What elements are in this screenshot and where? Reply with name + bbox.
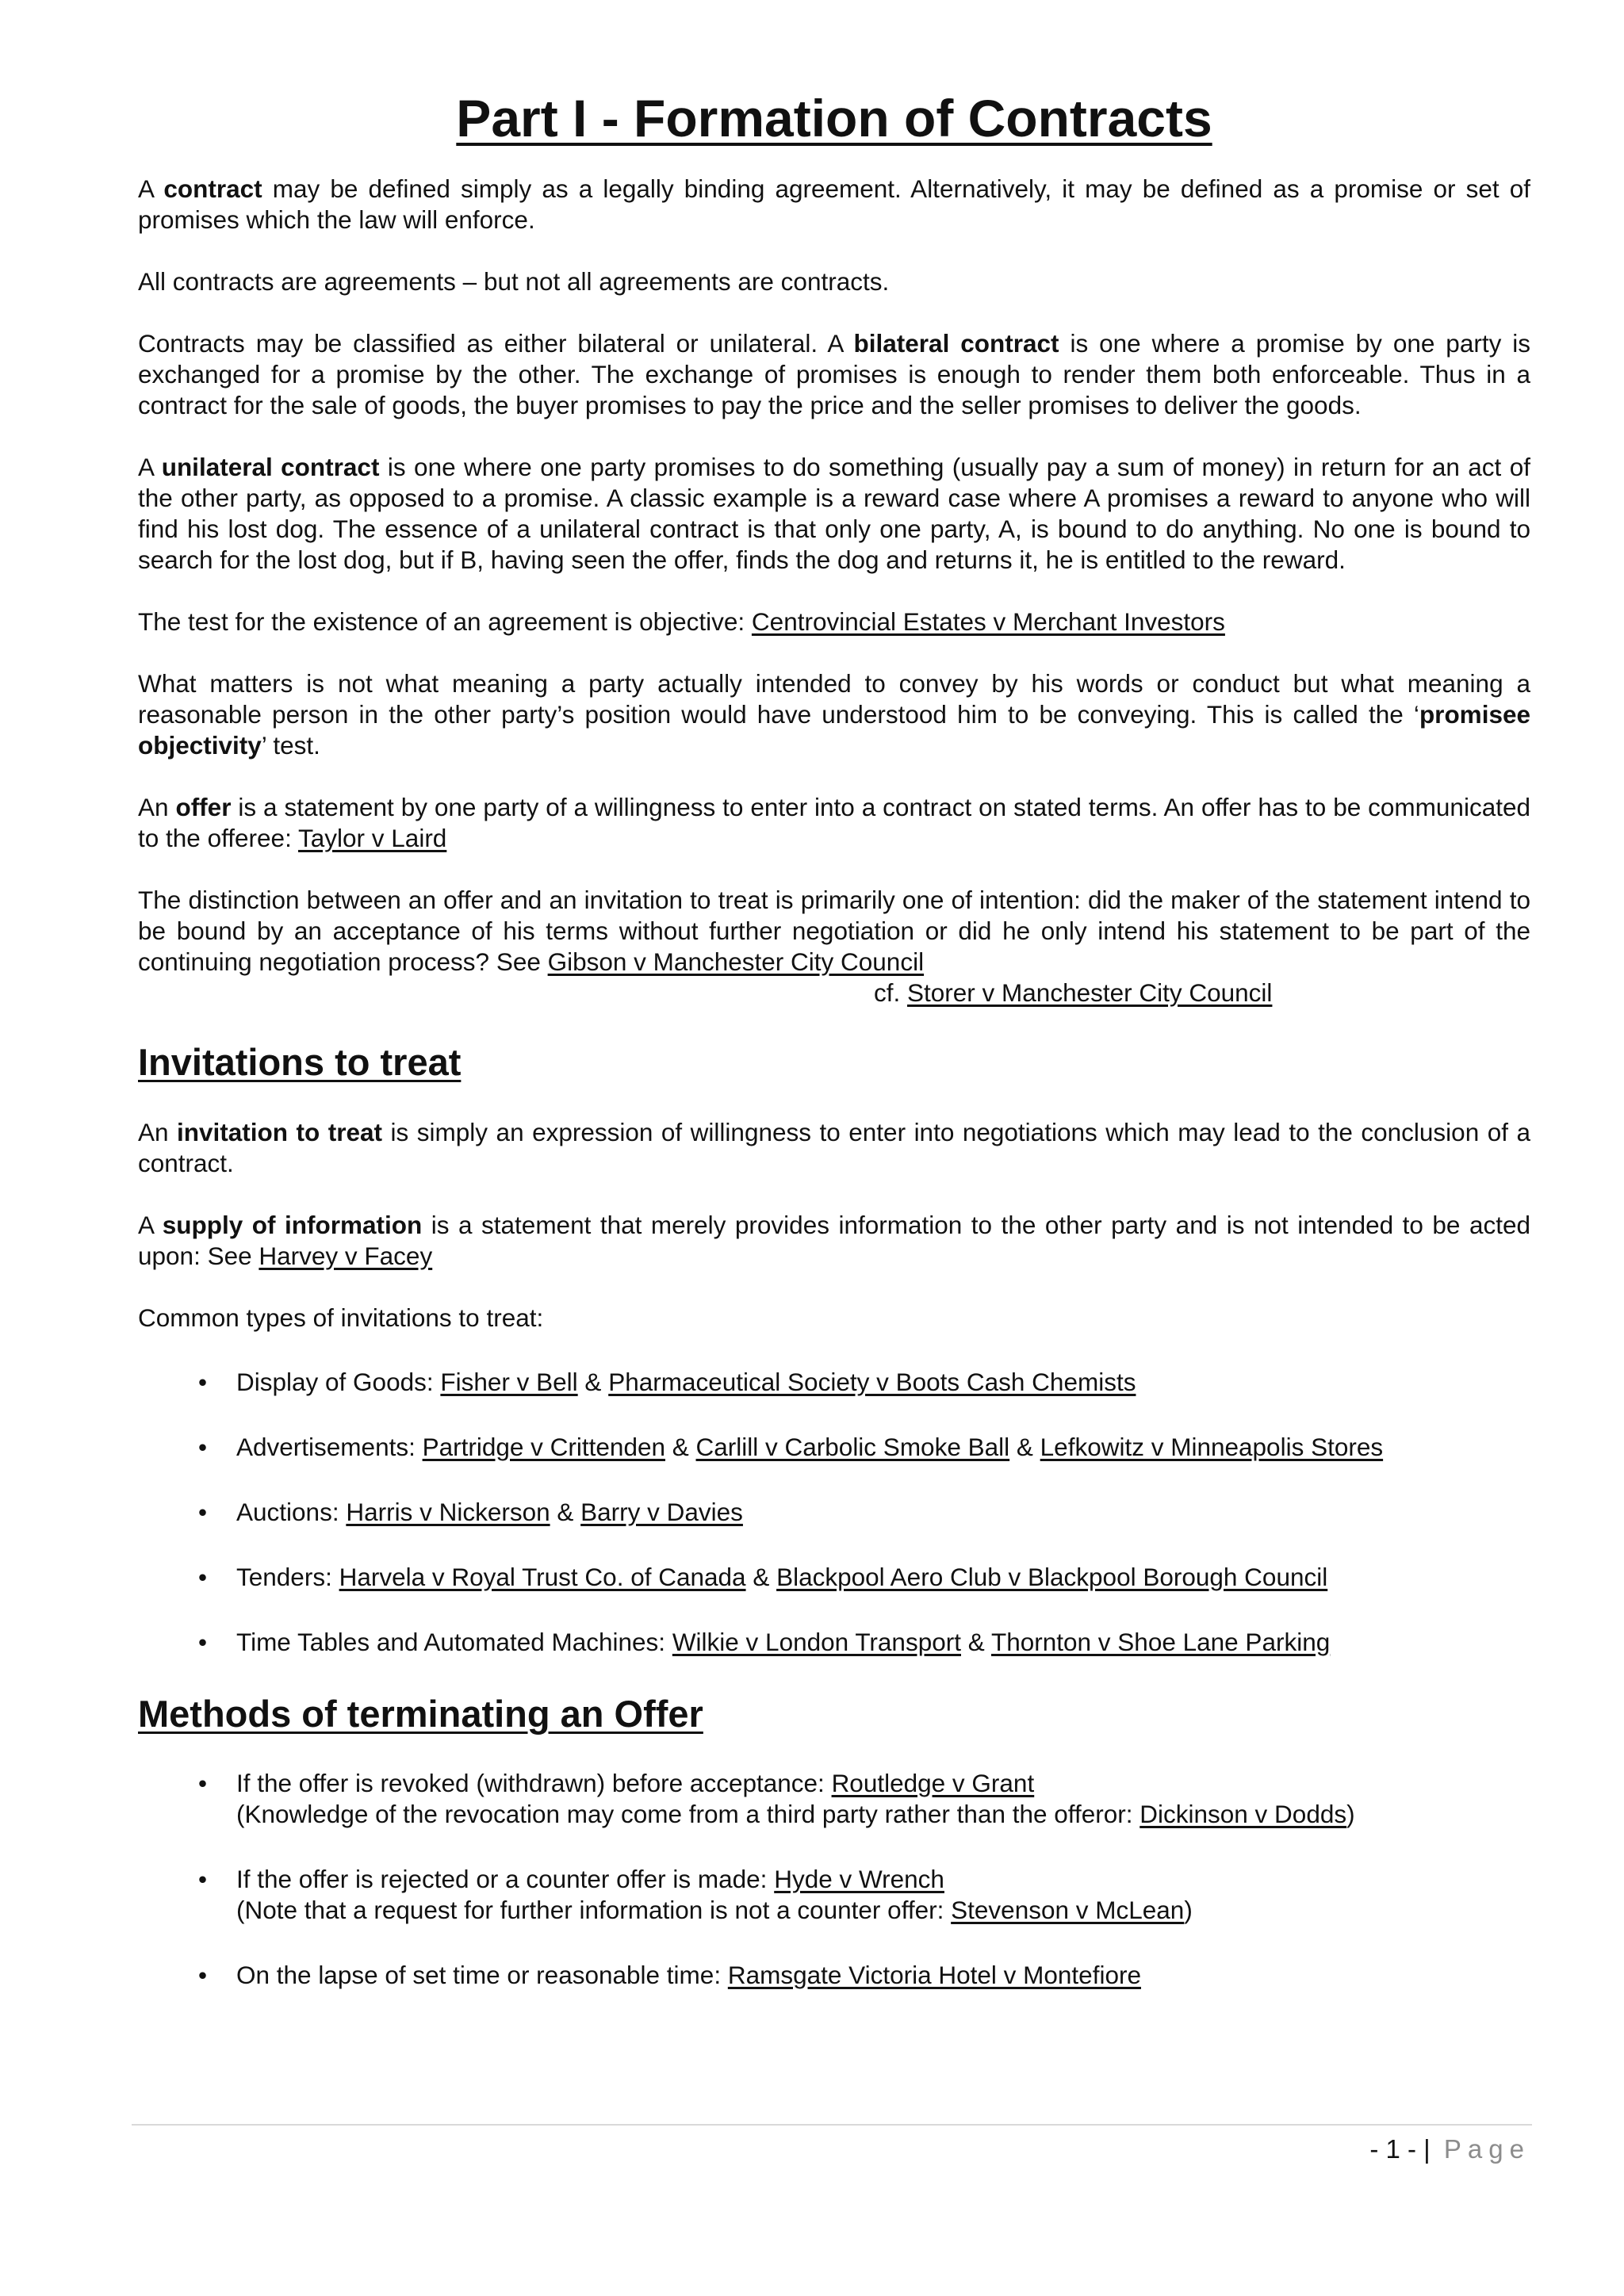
invitations-list <box>138 1367 1530 1658</box>
text: The distinction between an offer and an invitation to treat is primarily one of intention: did the maker of the statement intend to be bound by an acceptance of his terms without further negotiation or did he only intend his statement to be part of the continuing negotiation process? See <box>138 886 1530 977</box>
text: & <box>961 1627 991 1656</box>
text: & <box>550 1497 581 1526</box>
document-page <box>138 87 1530 2025</box>
case-reference: Ramsgate Victoria Hotel v Montefiore <box>727 1960 1141 1989</box>
paragraph-invitation-definition <box>138 1117 1530 1179</box>
bullet-icon: • <box>198 1627 208 1656</box>
paragraph-supply-information <box>138 1210 1530 1272</box>
paragraph-promisee-objectivity <box>138 668 1530 761</box>
text: (Knowledge of the revocation may come from a third party rather than the offeror: <box>236 1799 1140 1828</box>
bold-term: unilateral contract <box>161 453 380 482</box>
terminating-list <box>138 1768 1530 1991</box>
case-reference: Fisher v Bell <box>440 1367 578 1396</box>
page-footer <box>1369 2133 1530 2166</box>
bullet-icon: • <box>198 1960 208 1989</box>
list-item <box>138 1960 1530 1991</box>
text: Advertisements: <box>236 1432 423 1461</box>
case-reference: Blackpool Aero Club v Blackpool Borough Council <box>776 1562 1328 1591</box>
footer-separator: | <box>1423 2134 1431 2164</box>
footer-divider <box>132 2124 1532 2126</box>
section-heading-invitations: Invitations to treat <box>138 1041 462 1084</box>
text: Display of Goods: <box>236 1367 441 1396</box>
case-reference: Wilkie v London Transport <box>672 1627 961 1656</box>
text: A <box>138 174 164 204</box>
case-reference: Stevenson v McLean <box>951 1895 1185 1924</box>
text: (Note that a request for further information is not a counter offer: <box>236 1895 952 1924</box>
case-reference: Lefkowitz v Minneapolis Stores <box>1040 1432 1384 1461</box>
paragraph-offer <box>138 792 1530 854</box>
bold-term: offer <box>175 793 232 822</box>
list-item <box>138 1864 1530 1926</box>
text: & <box>1009 1432 1040 1461</box>
paragraph-contract-definition <box>138 174 1530 235</box>
text: & <box>665 1432 696 1461</box>
case-reference: Pharmaceutical Society v Boots Cash Chemists <box>608 1367 1136 1396</box>
bullet-icon: • <box>198 1562 208 1591</box>
page-number: - 1 - <box>1369 2134 1424 2164</box>
bold-term: invitation to treat <box>177 1117 383 1146</box>
text: is a statement that merely provides information to the other party and is not intended to be acted upon: See <box>138 1210 1530 1270</box>
page-label: Page <box>1430 2134 1530 2164</box>
paragraph-unilateral <box>138 452 1530 576</box>
list-item <box>138 1627 1530 1658</box>
text: If the offer is revoked (withdrawn) before acceptance: <box>236 1768 832 1797</box>
list-item <box>138 1367 1530 1398</box>
bold-term: contract <box>163 174 262 204</box>
text: Tenders: <box>236 1562 339 1591</box>
case-reference: Partridge v Crittenden <box>422 1432 665 1461</box>
case-reference: Harvey v Facey <box>259 1241 433 1270</box>
text: & <box>745 1562 777 1591</box>
case-reference: Gibson v Manchester City Council <box>547 947 925 977</box>
list-item <box>138 1432 1530 1463</box>
paragraph-objective-test <box>138 607 1530 637</box>
text: If the offer is rejected or a counter offer is made: <box>236 1864 775 1893</box>
text: is simply an expression of willingness to enter into negotiations which may lead to the conclusion of a contract. <box>138 1117 1531 1177</box>
text: Auctions: <box>236 1497 347 1526</box>
bullet-icon: • <box>198 1497 208 1526</box>
case-reference: Barry v Davies <box>580 1497 743 1526</box>
text: An <box>138 1117 178 1146</box>
case-reference: Thornton v Shoe Lane Parking <box>990 1627 1331 1656</box>
text: cf. <box>874 978 908 1008</box>
bullet-icon: • <box>198 1432 208 1461</box>
text: ) <box>1346 1799 1355 1828</box>
text: ’ test. <box>261 731 320 760</box>
list-item <box>138 1562 1530 1593</box>
text: is one where a promise by one party is exchanged for a promise by the other. The exchange of promises is enough to render them both enforceable. Thus in a contract for the sale of goods, the buyer promises to pay the price and the seller promises to deliver the goods. <box>138 329 1530 420</box>
case-reference: Storer v Manchester City Council <box>907 978 1273 1008</box>
text: Time Tables and Automated Machines: <box>236 1627 672 1656</box>
bullet-icon: • <box>198 1864 208 1893</box>
bold-term: supply of information <box>162 1210 423 1239</box>
text: Contracts may be classified as either bilateral or unilateral. A <box>138 329 854 358</box>
text: An <box>138 793 176 822</box>
case-reference: Harvela v Royal Trust Co. of Canada <box>339 1562 746 1591</box>
case-reference: Routledge v Grant <box>831 1768 1035 1797</box>
bold-term: promisee objectivity <box>138 700 1530 760</box>
text: What matters is not what meaning a party actually intended to convey by his words or conduct but what meaning a reasonable person in the other party’s position would have understood him to be conveying. This is called the ‘ <box>138 669 1530 729</box>
case-reference: Dickinson v Dodds <box>1139 1799 1347 1828</box>
paragraph-common-types: Common types of invitations to treat: <box>138 1303 544 1332</box>
list-item <box>138 1497 1530 1528</box>
case-reference: Taylor v Laird <box>298 824 447 853</box>
list-item <box>138 1768 1530 1830</box>
text: A <box>138 1210 163 1239</box>
text: A <box>138 453 162 482</box>
text: On the lapse of set time or reasonable time: <box>236 1960 728 1989</box>
bullet-icon: • <box>198 1768 208 1797</box>
paragraph-bilateral <box>138 328 1530 421</box>
text: may be defined simply as a legally binding agreement. Alternatively, it may be defined as a promise or set of promises which the law will enforce. <box>138 174 1531 235</box>
cf-line <box>138 978 1530 1008</box>
case-reference: Carlill v Carbolic Smoke Ball <box>695 1432 1010 1461</box>
section-heading-terminating: Methods of terminating an Offer <box>138 1692 703 1735</box>
paragraph-distinction <box>138 885 1530 1008</box>
paragraph-agreements: All contracts are agreements – but not all agreements are contracts. <box>138 267 890 297</box>
case-reference: Centrovincial Estates v Merchant Investors <box>751 607 1225 637</box>
text: & <box>577 1367 609 1396</box>
text: ) <box>1184 1895 1193 1924</box>
text: is one where one party promises to do something (usually pay a sum of money) in return for an act of the other party, as opposed to a promise. A classic example is a reward case where A promises a reward to anyone who will find his lost dog. The essence of a unilateral contract is that only one party, A, is bound to do anything. No one is bound to search for the lost dog, but if B, having seen the offer, finds the dog and returns it, he is entitled to the reward. <box>138 453 1530 575</box>
page-title: Part I - Formation of Contracts <box>456 89 1212 147</box>
case-reference: Hyde v Wrench <box>774 1864 944 1893</box>
bullet-icon: • <box>198 1367 208 1396</box>
text: is a statement by one party of a willingness to enter into a contract on stated terms. An offer has to be communicated to the offeree: <box>138 793 1530 853</box>
case-reference: Harris v Nickerson <box>346 1497 550 1526</box>
text: The test for the existence of an agreement is objective: <box>138 607 752 637</box>
bold-term: bilateral contract <box>853 329 1059 358</box>
